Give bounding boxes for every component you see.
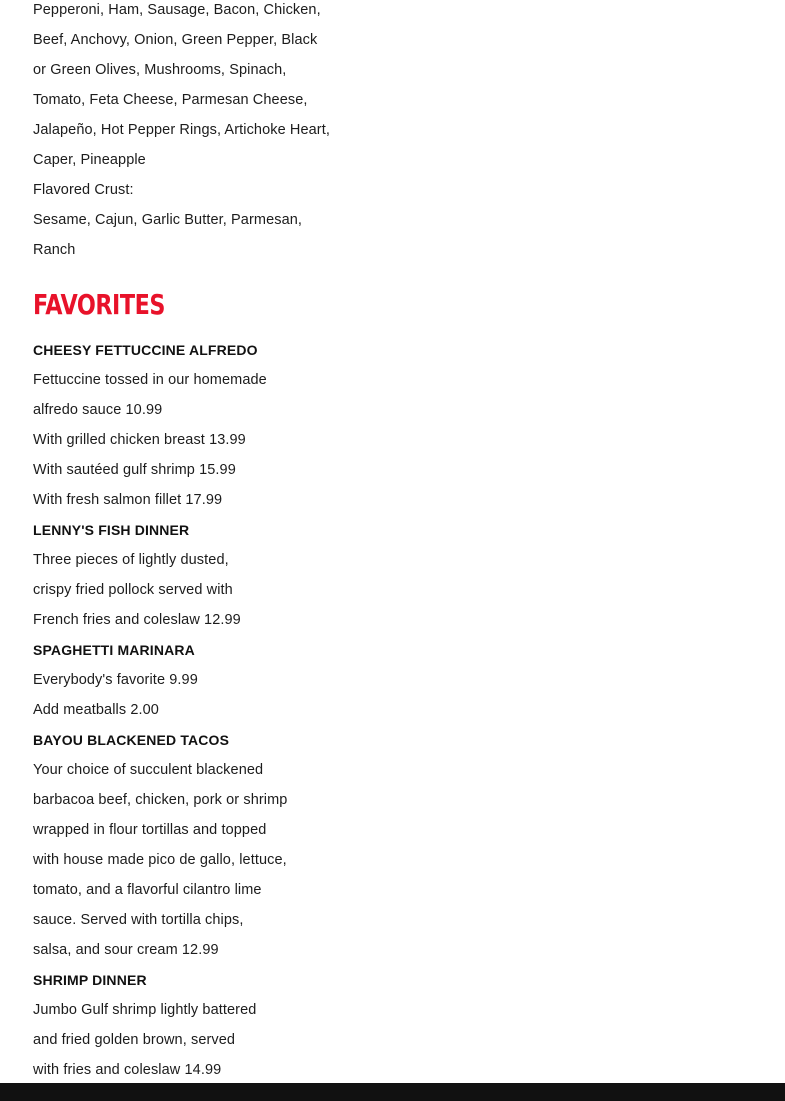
menu-item-line: alfredo sauce 10.99 bbox=[33, 402, 163, 418]
menu-item bbox=[33, 965, 333, 1085]
menu-item-line: Jumbo Gulf shrimp lightly battered bbox=[33, 1002, 257, 1018]
flavored-crust-block bbox=[33, 175, 333, 265]
toppings-line: or Green Olives, Mushrooms, Spinach, bbox=[33, 62, 287, 78]
toppings-line: Jalapeño, Hot Pepper Rings, Artichoke Heart, bbox=[33, 122, 330, 138]
section-title: FAVORITES bbox=[33, 290, 165, 322]
menu-item-name: CHEESY FETTUCCINE ALFREDO bbox=[33, 342, 258, 358]
flavored-crust-label: Flavored Crust: bbox=[33, 182, 134, 198]
menu-item-line: crispy fried pollock served with bbox=[33, 582, 233, 598]
menu-item-line: Everybody's favorite 9.99 bbox=[33, 672, 198, 688]
menu-item bbox=[33, 635, 333, 725]
footer-bar bbox=[0, 1083, 785, 1101]
toppings-list bbox=[33, 0, 333, 175]
menu-item-line: With fresh salmon fillet 17.99 bbox=[33, 492, 223, 508]
toppings-line: Tomato, Feta Cheese, Parmesan Cheese, bbox=[33, 92, 308, 108]
toppings-line: Pepperoni, Ham, Sausage, Bacon, Chicken, bbox=[33, 2, 321, 18]
favorites-section-header bbox=[33, 287, 333, 335]
menu-item-name: SHRIMP DINNER bbox=[33, 972, 147, 988]
menu-item-line: with fries and coleslaw 14.99 bbox=[33, 1062, 222, 1078]
menu-item-line: barbacoa beef, chicken, pork or shrimp bbox=[33, 792, 288, 808]
menu-item-line: tomato, and a flavorful cilantro lime bbox=[33, 882, 262, 898]
toppings-line: Beef, Anchovy, Onion, Green Pepper, Black bbox=[33, 32, 318, 48]
flavored-crust-line: Ranch bbox=[33, 242, 76, 258]
menu-item-name: LENNY'S FISH DINNER bbox=[33, 522, 190, 538]
flavored-crust-line: Sesame, Cajun, Garlic Butter, Parmesan, bbox=[33, 212, 303, 228]
menu-item-line: with house made pico de gallo, lettuce, bbox=[33, 852, 287, 868]
menu-item-line: wrapped in flour tortillas and topped bbox=[33, 822, 267, 838]
menu-item-line: Fettuccine tossed in our homemade bbox=[33, 372, 267, 388]
toppings-line: Caper, Pineapple bbox=[33, 152, 146, 168]
menu-item-line: With sautéed gulf shrimp 15.99 bbox=[33, 462, 236, 478]
menu-item-line: Three pieces of lightly dusted, bbox=[33, 552, 229, 568]
menu-item bbox=[33, 515, 333, 635]
section-gap bbox=[33, 265, 333, 287]
menu-item-line: With grilled chicken breast 13.99 bbox=[33, 432, 246, 448]
menu-item-line: French fries and coleslaw 12.99 bbox=[33, 612, 241, 628]
menu-item-name: SPAGHETTI MARINARA bbox=[33, 642, 195, 658]
menu-column bbox=[33, 0, 333, 1085]
menu-item bbox=[33, 725, 333, 965]
menu-item bbox=[33, 335, 333, 515]
menu-item-line: sauce. Served with tortilla chips, bbox=[33, 912, 244, 928]
menu-item-line: and fried golden brown, served bbox=[33, 1032, 236, 1048]
menu-item-line: salsa, and sour cream 12.99 bbox=[33, 942, 219, 958]
menu-item-line: Add meatballs 2.00 bbox=[33, 702, 159, 718]
menu-item-name: BAYOU BLACKENED TACOS bbox=[33, 732, 230, 748]
menu-item-line: Your choice of succulent blackened bbox=[33, 762, 264, 778]
